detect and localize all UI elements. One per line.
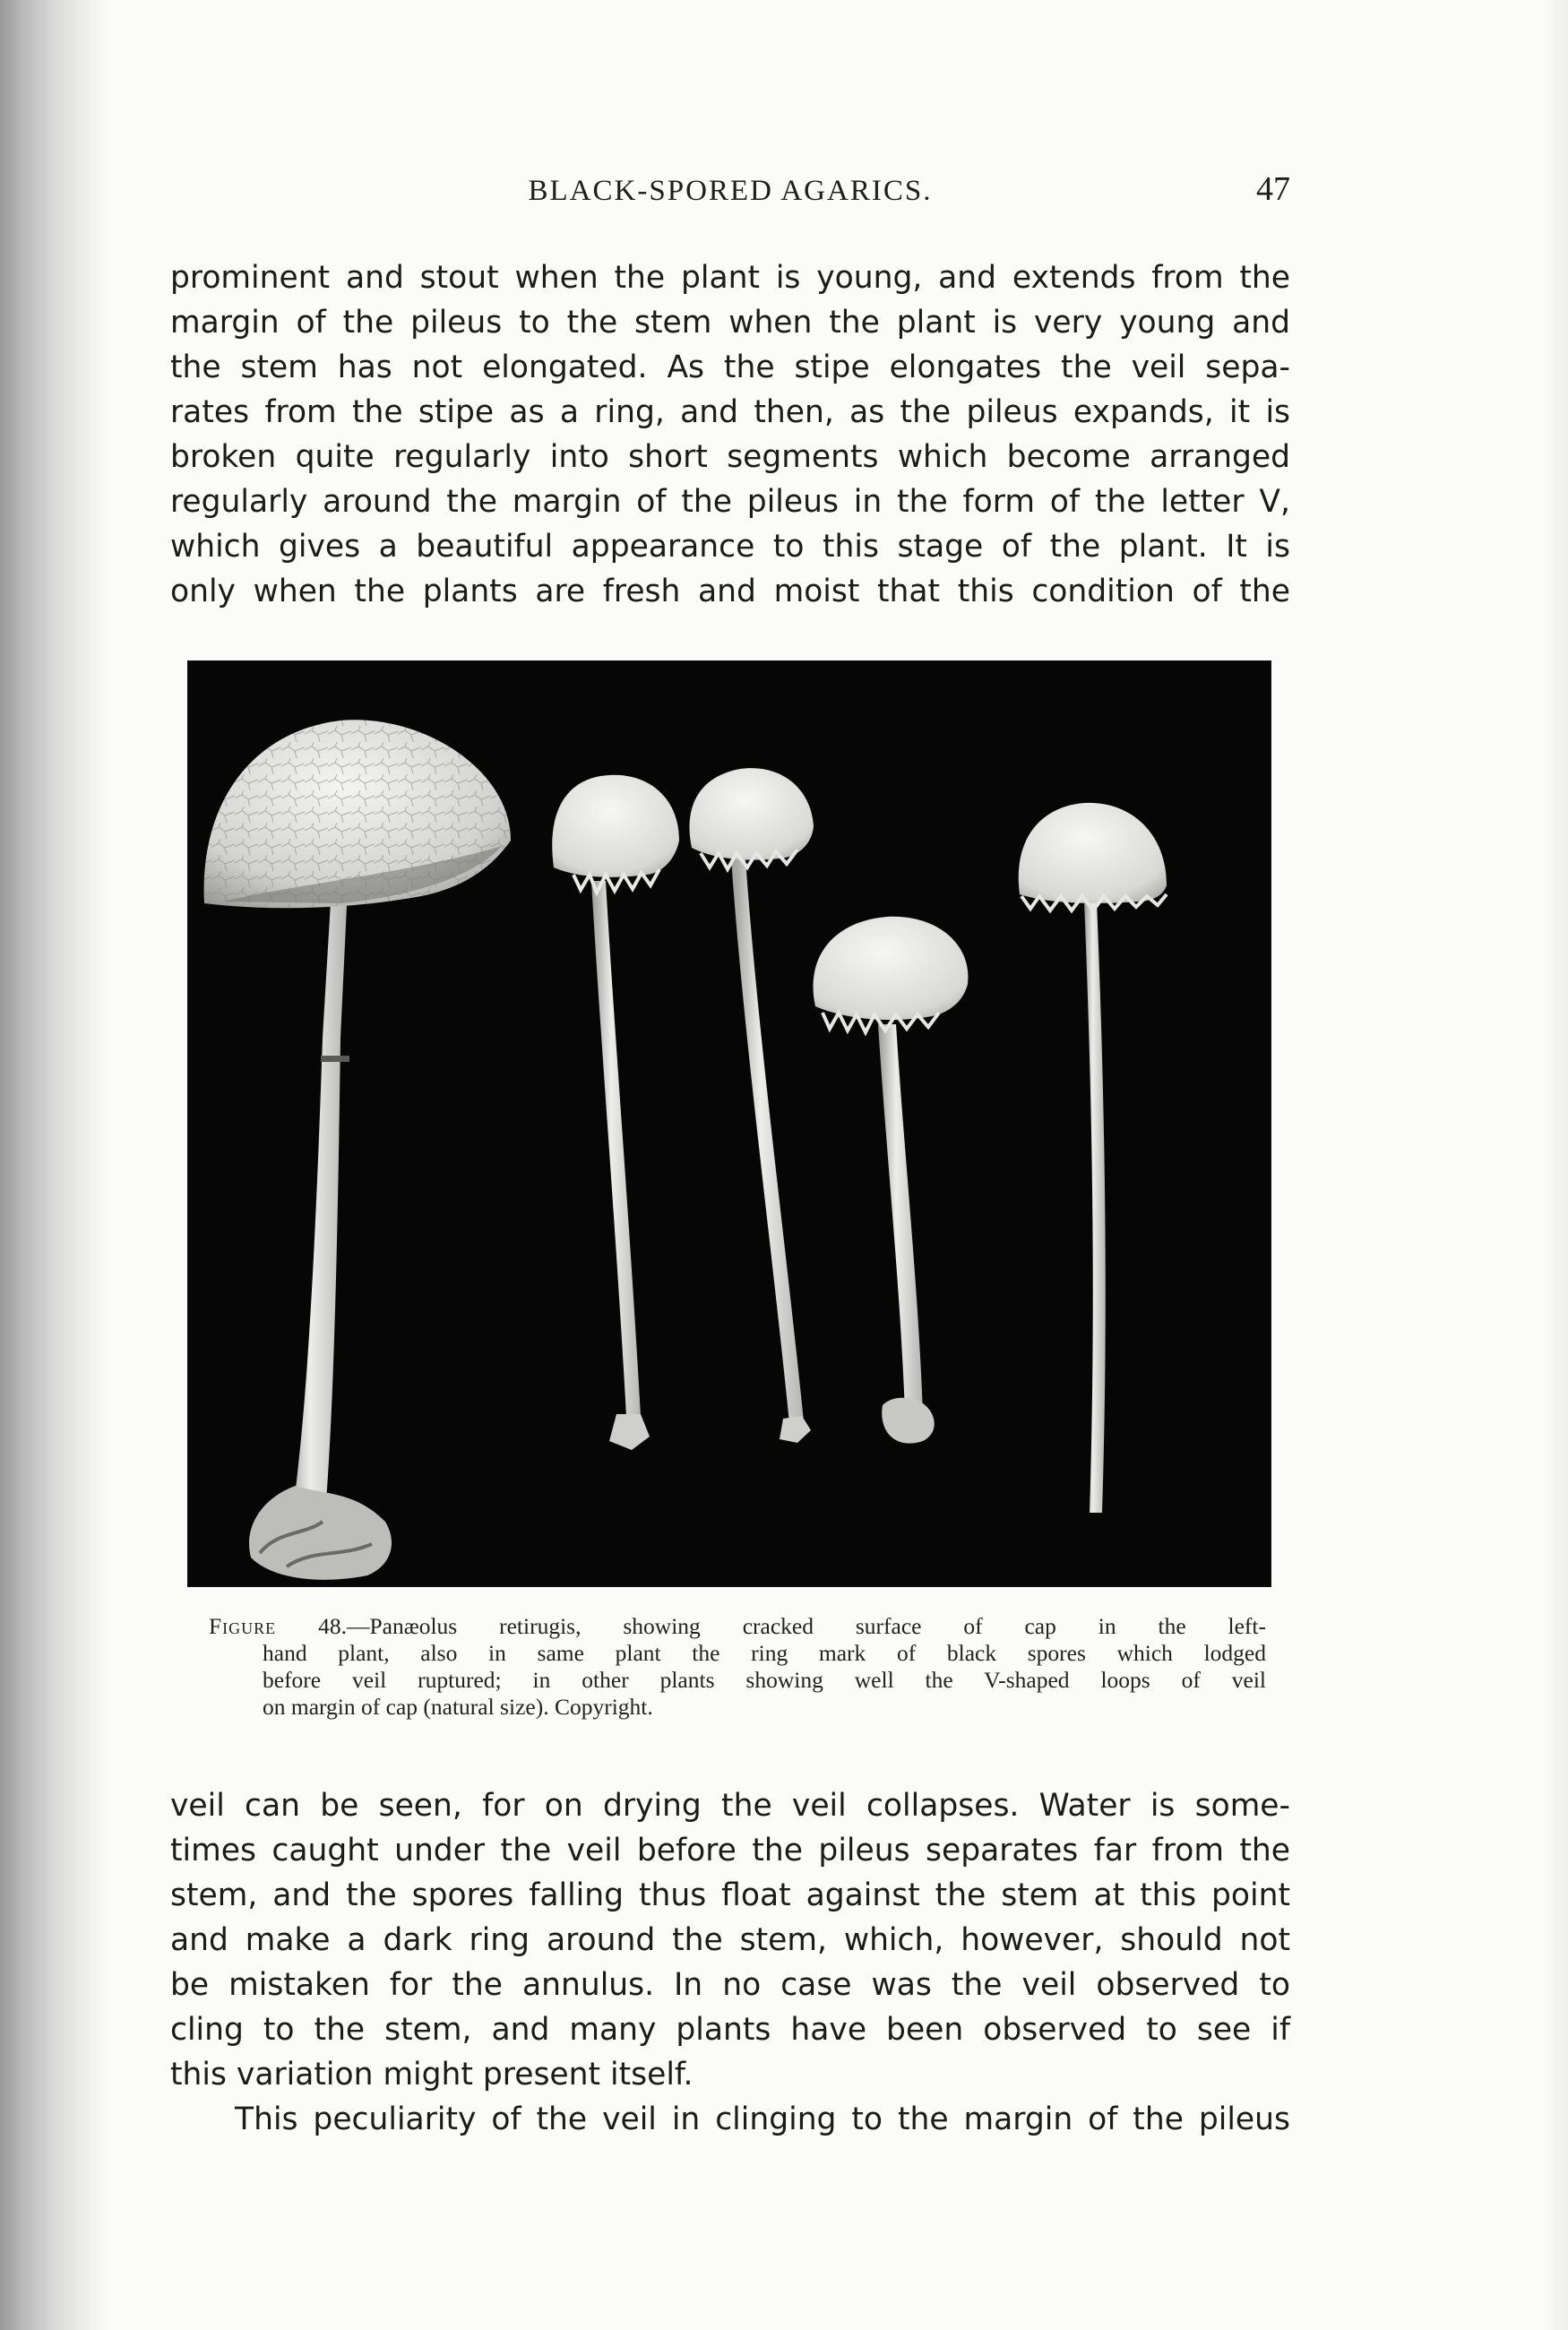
- text-line: cling to the stem, and many plants have been observed to see if: [170, 2012, 1290, 2048]
- text-line: broken quite regularly into short segments which become arranged: [170, 439, 1290, 475]
- mushroom-photo-drawing: [188, 661, 1271, 1586]
- text-line: only when the plants are fresh and moist that this condition of the: [170, 574, 1290, 609]
- paragraph-top: [170, 255, 1290, 614]
- paragraph-bottom: [170, 1783, 1290, 2142]
- caption-line: on margin of cap (natural size). Copyright.: [263, 1694, 653, 1720]
- running-head: [170, 170, 1290, 220]
- caption-line: hand plant, also in same plant the ring mark of black spores which lodged: [263, 1640, 1266, 1666]
- text-line: margin of the pileus to the stem when the plant is very young and: [170, 305, 1290, 341]
- text-line: veil can be seen, for on drying the veil collapses. Water is some-: [170, 1788, 1290, 1824]
- text-line: which gives a beautiful appearance to this stage of the plant. It is: [170, 529, 1290, 565]
- page-number: 47: [1256, 170, 1290, 208]
- text-line: This peculiarity of the veil in clinging to the margin of the pileus: [235, 2101, 1290, 2137]
- text-line: be mistaken for the annulus. In no case was the veil observed to: [170, 1967, 1290, 2003]
- mushroom-photograph: [188, 661, 1271, 1586]
- text-line: times caught under the veil before the pileus separates far from the: [170, 1833, 1290, 1868]
- text-line: the stem has not elongated. As the stipe elongates the veil sepa-: [170, 350, 1290, 385]
- text-line: this variation might present itself.: [170, 2057, 694, 2093]
- text-line: stem, and the spores falling thus float against the stem at this point: [170, 1877, 1290, 1913]
- text-line: rates from the stipe as a ring, and then, as the pileus expands, it is: [170, 394, 1290, 430]
- figure-caption: [209, 1613, 1266, 1721]
- text-line: regularly around the margin of the pileus in the form of the letter V,: [170, 484, 1290, 520]
- running-title: BLACK-SPORED AGARICS.: [528, 175, 933, 207]
- figure-number: 48.: [318, 1613, 347, 1639]
- text-line: prominent and stout when the plant is young, and extends from the: [170, 260, 1290, 296]
- text-line: and make a dark ring around the stem, which, however, should not: [170, 1922, 1290, 1958]
- caption-line: before veil ruptured; in other plants showing well the V-shaped loops of veil: [263, 1667, 1266, 1693]
- figure-label: Figure: [209, 1613, 277, 1639]
- caption-text: —Panæolus retirugis, showing cracked surface of cap in the left-: [346, 1613, 1267, 1639]
- caption-line: [209, 1613, 1266, 1640]
